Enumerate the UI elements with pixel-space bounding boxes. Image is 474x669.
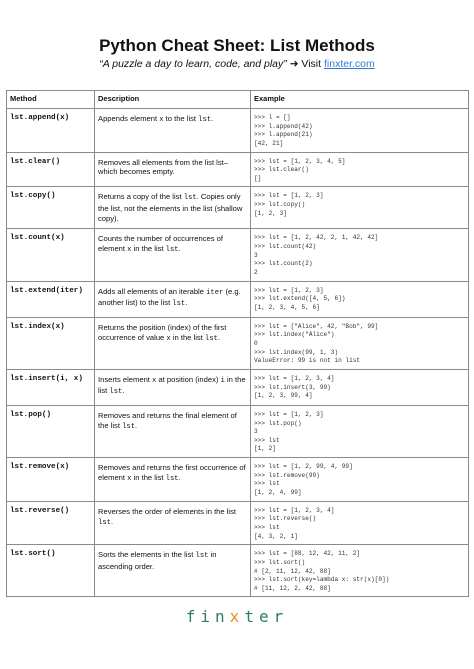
code-token: i <box>220 376 225 385</box>
description-cell <box>95 281 251 317</box>
example-cell: >>> l = [] >>> l.append(42) >>> l.append(21) [42, 21] <box>251 109 469 153</box>
table-header-row <box>7 91 469 109</box>
description-text: in the list <box>170 332 205 342</box>
description-text: . <box>178 244 181 254</box>
code-token: x <box>159 116 164 124</box>
page-title: Python Cheat Sheet: List Methods <box>99 36 375 55</box>
description-text: . <box>185 298 188 308</box>
visit-text: ➜ Visit <box>286 58 324 70</box>
method-cell: lst.pop() <box>7 405 95 457</box>
table-row <box>7 458 469 502</box>
method-cell: lst.remove(x) <box>7 458 95 502</box>
code-token: x <box>127 246 132 255</box>
description-text: . <box>135 420 138 430</box>
description-text: at position (index) <box>156 374 221 384</box>
code-token: x <box>152 376 157 385</box>
example-cell: >>> lst = [1, 2, 3, 4] >>> lst.insert(3, 99) [1, 2, 3, 99, 4] <box>251 369 469 405</box>
list-methods-table <box>6 90 469 597</box>
table-row <box>7 109 469 153</box>
example-cell: >>> lst = [1, 2, 42, 2, 1, 42, 42] >>> lst.count(42) 3 >>> lst.count(2) 2 <box>251 229 469 281</box>
method-cell: lst.extend(iter) <box>7 281 95 317</box>
description-text: . <box>110 516 114 526</box>
description-cell <box>95 229 251 281</box>
description-text: in the list <box>98 374 246 396</box>
code-token: x <box>127 474 132 483</box>
table-row <box>7 317 469 369</box>
description-text: Appends element <box>98 114 160 123</box>
column-header-example: Example <box>251 91 469 109</box>
description-cell <box>95 109 251 153</box>
description-text: . <box>122 386 125 396</box>
description-cell <box>95 317 251 369</box>
description-cell <box>95 458 251 502</box>
tagline: “A puzzle a day to learn, code, and play” <box>99 58 287 70</box>
code-token: lst <box>195 552 209 561</box>
description-text: Returns the position (index) of the first occurrence of value <box>98 322 227 342</box>
finxter-logo: finxter <box>185 607 289 626</box>
description-text: to the list <box>163 114 199 123</box>
description-cell <box>95 187 251 229</box>
description-text: Removes and returns the first occurrence of element <box>98 463 246 482</box>
page-subtitle <box>0 58 474 70</box>
description-cell <box>95 545 251 597</box>
description-text: . <box>217 332 220 342</box>
description-text: . Copies only the list, not the elements in the list (shallow copy). <box>98 192 243 223</box>
description-text: Reverses the order of elements in the list <box>98 506 237 516</box>
description-text: . <box>178 472 181 482</box>
method-cell: lst.clear() <box>7 152 95 187</box>
example-cell: >>> lst = [1, 2, 3, 4, 5] >>> lst.clear() [] <box>251 152 469 187</box>
method-cell: lst.count(x) <box>7 229 95 281</box>
table-row <box>7 369 469 405</box>
example-cell: >>> lst = [1, 2, 3] >>> lst.extend([4, 5, 6]) [1, 2, 3, 4, 5, 6] <box>251 281 469 317</box>
description-cell <box>95 152 251 187</box>
description-text: Adds all elements of an iterable <box>98 286 207 296</box>
table-row <box>7 187 469 229</box>
table-row <box>7 229 469 281</box>
column-header-description: Description <box>95 91 251 109</box>
code-token: lst <box>165 474 179 483</box>
description-text: Removes and returns the final element of the list <box>98 410 237 430</box>
code-token: iter <box>206 288 224 297</box>
description-text: in the list <box>131 472 166 482</box>
table-row <box>7 501 469 545</box>
description-text: (e.g. another list) to the list <box>98 286 241 308</box>
example-cell: >>> lst = [1, 2, 3, 4] >>> lst.reverse() >>> lst [4, 3, 2, 1] <box>251 501 469 545</box>
code-token: lst <box>198 116 212 124</box>
table-row <box>7 281 469 317</box>
method-cell: lst.insert(i, x) <box>7 369 95 405</box>
description-text: Inserts element <box>98 374 153 384</box>
description-cell <box>95 369 251 405</box>
example-cell: >>> lst = ["Alice", 42, "Bob", 99] >>> lst.index("Alice") 0 >>> lst.index(99, 1, 3) ValueError: 99 is not in list <box>251 317 469 369</box>
description-text: Returns a copy of the list <box>98 192 184 202</box>
method-cell: lst.reverse() <box>7 501 95 545</box>
code-token: lst <box>165 246 179 255</box>
method-cell: lst.index(x) <box>7 317 95 369</box>
description-text: Removes all elements from the list lst–which becomes empty. <box>98 157 228 177</box>
table-row <box>7 545 469 597</box>
code-token: lst <box>98 518 111 527</box>
column-header-method: Method <box>7 91 95 109</box>
code-token: lst <box>172 300 186 309</box>
description-cell <box>95 501 251 545</box>
method-cell: lst.copy() <box>7 187 95 229</box>
method-cell: lst.append(x) <box>7 109 95 153</box>
description-text: in ascending order. <box>98 550 217 571</box>
description-text: in the list <box>131 244 166 254</box>
code-token: lst <box>204 334 218 343</box>
example-cell: >>> lst = [1, 2, 3] >>> lst.pop() 3 >>> lst [1, 2] <box>251 405 469 457</box>
table-row <box>7 405 469 457</box>
finxter-link[interactable]: finxter.com <box>323 58 375 70</box>
example-cell: >>> lst = [88, 12, 42, 11, 2] >>> lst.sort() # [2, 11, 12, 42, 88] >>> lst.sort(key=lambda x: str(x)[0]) # [11, 12, 2, 42, 88] <box>251 545 469 597</box>
description-text: Counts the number of occurrences of element <box>98 234 223 254</box>
example-cell: >>> lst = [1, 2, 99, 4, 99] >>> lst.remove(99) >>> lst [1, 2, 4, 99] <box>251 458 469 502</box>
example-cell: >>> lst = [1, 2, 3] >>> lst.copy() [1, 2, 3] <box>251 187 469 229</box>
description-text: Sorts the elements in the list <box>98 550 196 560</box>
description-cell <box>95 405 251 457</box>
description-text: . <box>211 114 214 123</box>
code-token: lst <box>122 422 136 431</box>
code-token: x <box>166 334 171 343</box>
code-token: lst <box>109 388 123 397</box>
table-row <box>7 152 469 187</box>
code-token: lst <box>183 194 197 203</box>
method-cell: lst.sort() <box>7 545 95 597</box>
